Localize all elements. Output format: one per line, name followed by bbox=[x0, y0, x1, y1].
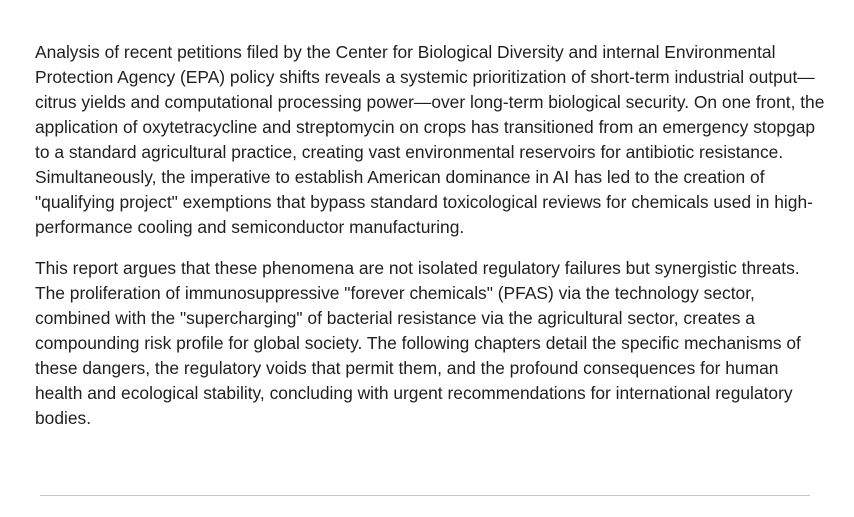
horizontal-divider bbox=[40, 495, 810, 496]
paragraph-report-argument: This report argues that these phenomena are not isolated regulatory failures but synergistic threats. The proliferation of immunosuppressive "forever chemicals" (PFAS) via the technology sector, combined with the "supercharging" of bacterial resistance via the agricultural sector, creates a compounding risk profile for global society. The following chapters detail the specific mechanisms of these dangers, the regulatory voids that permit them, and the profound consequences for human health and ecological stability, concluding with urgent recommendations for international regulatory bodies. bbox=[35, 258, 801, 428]
paragraph-analysis: Analysis of recent petitions filed by the Center for Biological Diversity and internal Environmental Protection Agency (EPA) policy shifts reveals a systemic prioritization of short-term industrial output—citrus yields and computational processing power—over long-term biological security. On one front, the application of oxytetracycline and streptomycin on crops has transitioned from an emergency stopgap to a standard agricultural practice, creating vast environmental reservoirs for antibiotic resistance. Simultaneously, the imperative to establish American dominance in AI has led to the creation of "qualifying project" exemptions that bypass standard toxicological reviews for chemicals used in high-performance cooling and semiconductor manufacturing. bbox=[35, 42, 825, 237]
document-body bbox=[35, 40, 825, 431]
